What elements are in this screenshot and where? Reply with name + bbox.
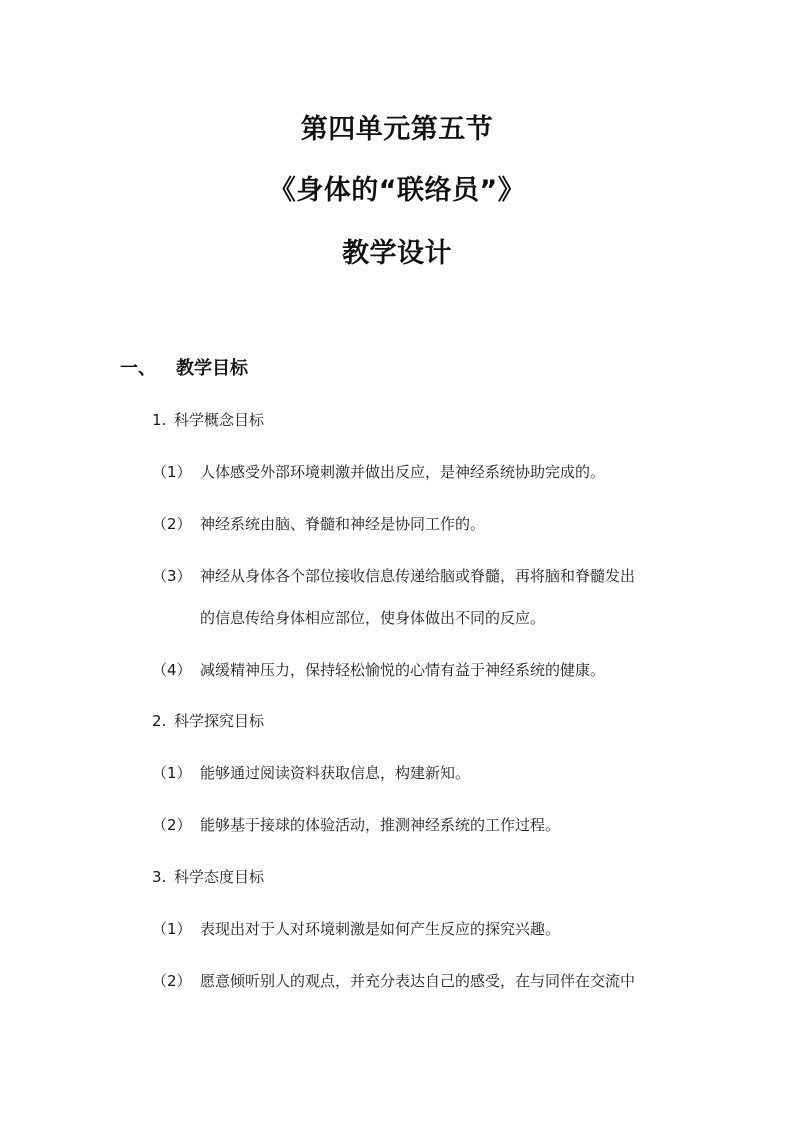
item-marker: （1）	[152, 920, 192, 938]
goal-number: 3.	[152, 868, 167, 886]
item-text: 愿意倾听别人的观点，并充分表达自己的感受，在与同伴在交流中	[200, 972, 636, 990]
goal-item-continuation: 的信息传给身体相应部位，使身体做出不同的反应。	[200, 609, 546, 627]
goal-item	[152, 762, 470, 784]
title-doc-type: 教学设计	[342, 238, 452, 269]
goal-heading-concept	[152, 409, 264, 431]
goal-label: 科学概念目标	[174, 411, 265, 429]
item-marker: （1）	[152, 463, 192, 481]
goal-label: 科学态度目标	[174, 868, 265, 886]
goal-number: 1.	[152, 411, 167, 429]
item-marker: （2）	[152, 515, 192, 533]
item-text: 人体感受外部环境刺激并做出反应，是神经系统协助完成的。	[200, 463, 606, 481]
item-text: 能够基于接球的体验活动，推测神经系统的工作过程。	[200, 816, 561, 834]
item-marker: （3）	[152, 567, 192, 585]
item-marker: （1）	[152, 764, 192, 782]
section-title: 教学目标	[176, 358, 248, 379]
item-marker: （2）	[152, 816, 192, 834]
section-heading-teaching-goals	[120, 356, 248, 382]
goal-number: 2.	[152, 712, 167, 730]
goal-label: 科学探究目标	[174, 712, 265, 730]
item-text: 神经系统由脑、脊髓和神经是协同工作的。	[200, 515, 486, 533]
goal-item	[152, 513, 485, 535]
item-marker: （4）	[152, 661, 192, 679]
item-marker: （2）	[152, 972, 192, 990]
item-text: 能够通过阅读资料获取信息，构建新知。	[200, 764, 471, 782]
section-number: 一、	[120, 358, 156, 379]
goal-heading-inquiry	[152, 710, 264, 732]
item-text: 神经从身体各个部位接收信息传递给脑或脊髓，再将脑和脊髓发出	[200, 567, 636, 585]
goal-item	[152, 461, 605, 483]
goal-heading-attitude	[152, 866, 264, 888]
goal-item	[152, 814, 560, 836]
title-lesson-name: 《身体的“联络员”》	[268, 175, 526, 206]
item-text: 减缓精神压力，保持轻松愉悦的心情有益于神经系统的健康。	[200, 661, 606, 679]
goal-item	[152, 565, 635, 587]
title-unit-section: 第四单元第五节	[300, 114, 494, 145]
goal-item	[152, 659, 605, 681]
item-text: 表现出对于人对环境刺激是如何产生反应的探究兴趣。	[200, 920, 561, 938]
goal-item	[152, 970, 635, 992]
goal-item	[152, 918, 560, 940]
